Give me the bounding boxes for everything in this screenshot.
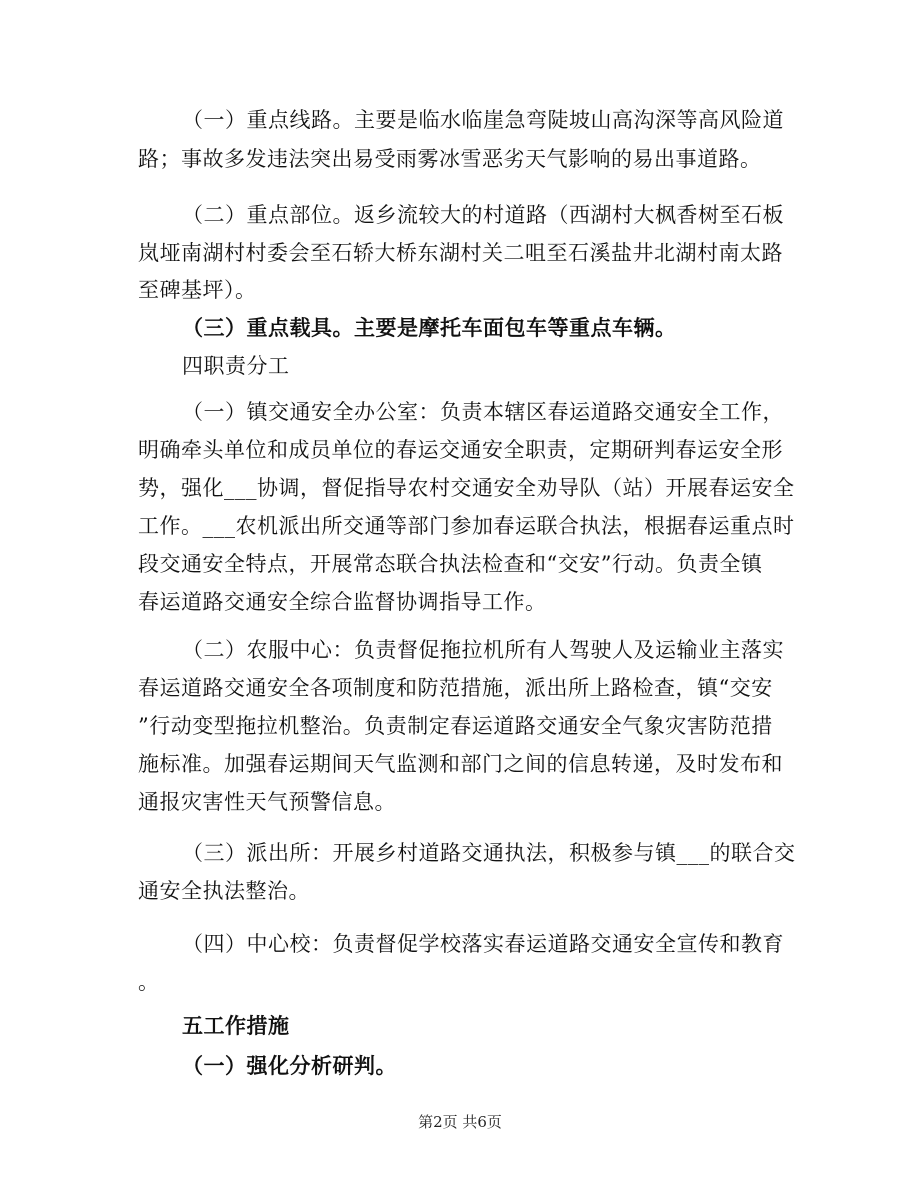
text-line: （三）派出所：开展乡村道路交通执法，积极参与镇___的联合交 bbox=[182, 841, 796, 865]
text-line: 势，强化___协调，督促指导农村交通安全劝导队（站）开展春运安全 bbox=[138, 476, 795, 500]
text-line: 段交通安全特点，开展常态联合执法检查和“交安”行动。负责全镇 bbox=[138, 552, 763, 576]
text-line: 工作。___农机派出所交通等部门参加春运联合执法，根据春运重点时 bbox=[138, 514, 795, 538]
text-line: 岚垭南湖村村委会至石轿大桥东湖村关二咀至石溪盐井北湖村南太路 bbox=[138, 241, 783, 265]
text-line: 施标准。加强春运期间天气监测和部门之间的信息转递，及时发布和 bbox=[138, 752, 783, 776]
text-line: ”行动变型拖拉机整治。负责制定春运道路交通安全气象灾害防范措 bbox=[138, 714, 773, 738]
text-line: （四）中心校：负责督促学校落实春运道路交通安全宣传和教育 bbox=[182, 932, 784, 956]
text-line: 路；事故多发违法突出易受雨雾冰雪恶劣天气影响的易出事道路。 bbox=[138, 147, 762, 171]
text-line: 明确牵头单位和成员单位的春运交通安全职责，定期研判春运安全形 bbox=[138, 438, 783, 462]
section-heading: （一）强化分析研判。 bbox=[182, 1053, 397, 1078]
text-line: （二）重点部位。返乡流较大的村道路（西湖村大枫香树至石板 bbox=[182, 203, 784, 227]
text-line: 。 bbox=[138, 970, 160, 994]
text-line: （二）农服中心：负责督促拖拉机所有人驾驶人及运输业主落实 bbox=[182, 638, 784, 662]
text-line: （一）重点线路。主要是临水临崖急弯陡坡山高沟深等高风险道 bbox=[182, 108, 784, 132]
section-heading: （三）重点载具。主要是摩托车面包车等重点车辆。 bbox=[182, 315, 677, 340]
page-number: 第2页 共6页 bbox=[418, 1113, 502, 1131]
section-heading: 四职责分工 bbox=[182, 354, 290, 378]
section-heading: 五工作措施 bbox=[182, 1013, 290, 1038]
text-line: 春运道路交通安全各项制度和防范措施，派出所上路检查，镇“交安 bbox=[138, 676, 773, 700]
text-line: 通报灾害性天气预警信息。 bbox=[138, 790, 396, 814]
text-line: 通安全执法整治。 bbox=[138, 879, 310, 903]
text-line: （一）镇交通安全办公室：负责本辖区春运道路交通安全工作， bbox=[182, 400, 784, 424]
text-line: 春运道路交通安全综合监督协调指导工作。 bbox=[138, 590, 547, 614]
text-line: 至碑基坪）。 bbox=[138, 278, 257, 302]
